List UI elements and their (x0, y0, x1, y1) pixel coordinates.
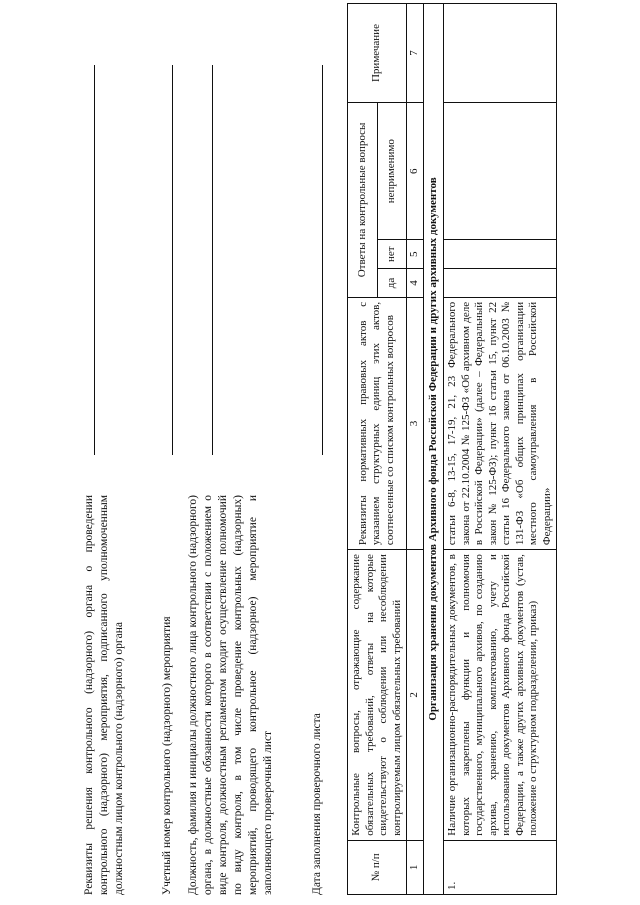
answer-not-applicable-cell[interactable] (444, 103, 557, 240)
section-title: Организация хранения документов Архивного фонда Российской Федерации и других архивных документов (423, 4, 444, 895)
header-number: № п/п (348, 840, 407, 894)
table-row (444, 4, 557, 895)
column-numbers-row (407, 4, 424, 895)
column-number: 6 (407, 103, 424, 240)
header-no-answer: нет (377, 240, 407, 269)
note-cell[interactable] (444, 4, 557, 103)
official-name-label: Должность, фамилия и инициалы должностного лица контрольного (надзорного) органа, в должностные обязанности которого в соответствии с положением о виде контроля, должностным регламентом входит осуществление полномочий по виду контроля, в том числе проведение контрольных (надзорных) мероприятий, проводящего контрольное (надзорное) мероприятие и заполняющего проверочный лист (187, 495, 274, 895)
column-number: 2 (407, 550, 424, 841)
decision-requisites-line (94, 65, 95, 455)
header-note: Примечание (348, 4, 407, 103)
column-number: 5 (407, 240, 424, 269)
table-header-row (348, 4, 378, 895)
header-answers: Ответы на контрольные вопросы (348, 103, 378, 298)
fill-date-line (322, 65, 323, 455)
column-number: 3 (407, 297, 424, 549)
header-requisites: Реквизиты нормативных правовых актов с указанием структурных единиц этих актов, соотнесенные со списком контрольных вопросов (348, 297, 407, 549)
header-yes: да (377, 269, 407, 298)
record-number-line (172, 65, 173, 455)
record-number-label: Учетный номер контрольного (надзорного) мероприятия (161, 616, 173, 895)
checklist-table (347, 3, 557, 895)
row-requisites: статьи 6-8, 13-15, 17-19, 21, 23 Федерального закона от 22.10.2004 № 125-ФЗ «Об архивном деле в Российской Федерации» (далее – Федеральный закон № 125-ФЗ); пункт 16 статьи 15, пункт 22 статьи 16 Федерального закона от 06.10.2003 № 131-ФЗ «Об общих принципах организации местного самоуправления в Российской Федерации» (444, 297, 557, 549)
answer-no-cell[interactable] (444, 240, 557, 269)
answer-yes-cell[interactable] (444, 269, 557, 298)
row-question: Наличие организационно-распорядительных документов, в которых закреплены функции и полномочия государственного, муниципального архивов, по созданию архива, хранению, комплектованию, учету и использованию документов Архивного фонда Российской Федерации, а также других архивных документов (устав, положение о структурном подразделении, приказ) (444, 550, 557, 841)
official-name-line (212, 65, 213, 455)
header-not-applicable: неприменимо (377, 103, 407, 240)
decision-requisites-label: Реквизиты решения контрольного (надзорного) органа о проведении контрольного (надзорного) мероприятия, подписанного уполномоченным должностным лицом контрольного (надзорного) органа (83, 495, 125, 895)
row-number: 1. (444, 840, 557, 894)
column-number: 1 (407, 840, 424, 894)
header-questions: Контрольные вопросы, отражающие содержание обязательных требований, ответы на которые свидетельствуют о соблюдении или несоблюдении контролируемым лицом обязательных требований (348, 550, 407, 841)
column-number: 4 (407, 269, 424, 298)
column-number: 7 (407, 4, 424, 103)
section-row (423, 4, 444, 895)
fill-date-label: Дата заполнения проверочного листа (311, 713, 323, 895)
